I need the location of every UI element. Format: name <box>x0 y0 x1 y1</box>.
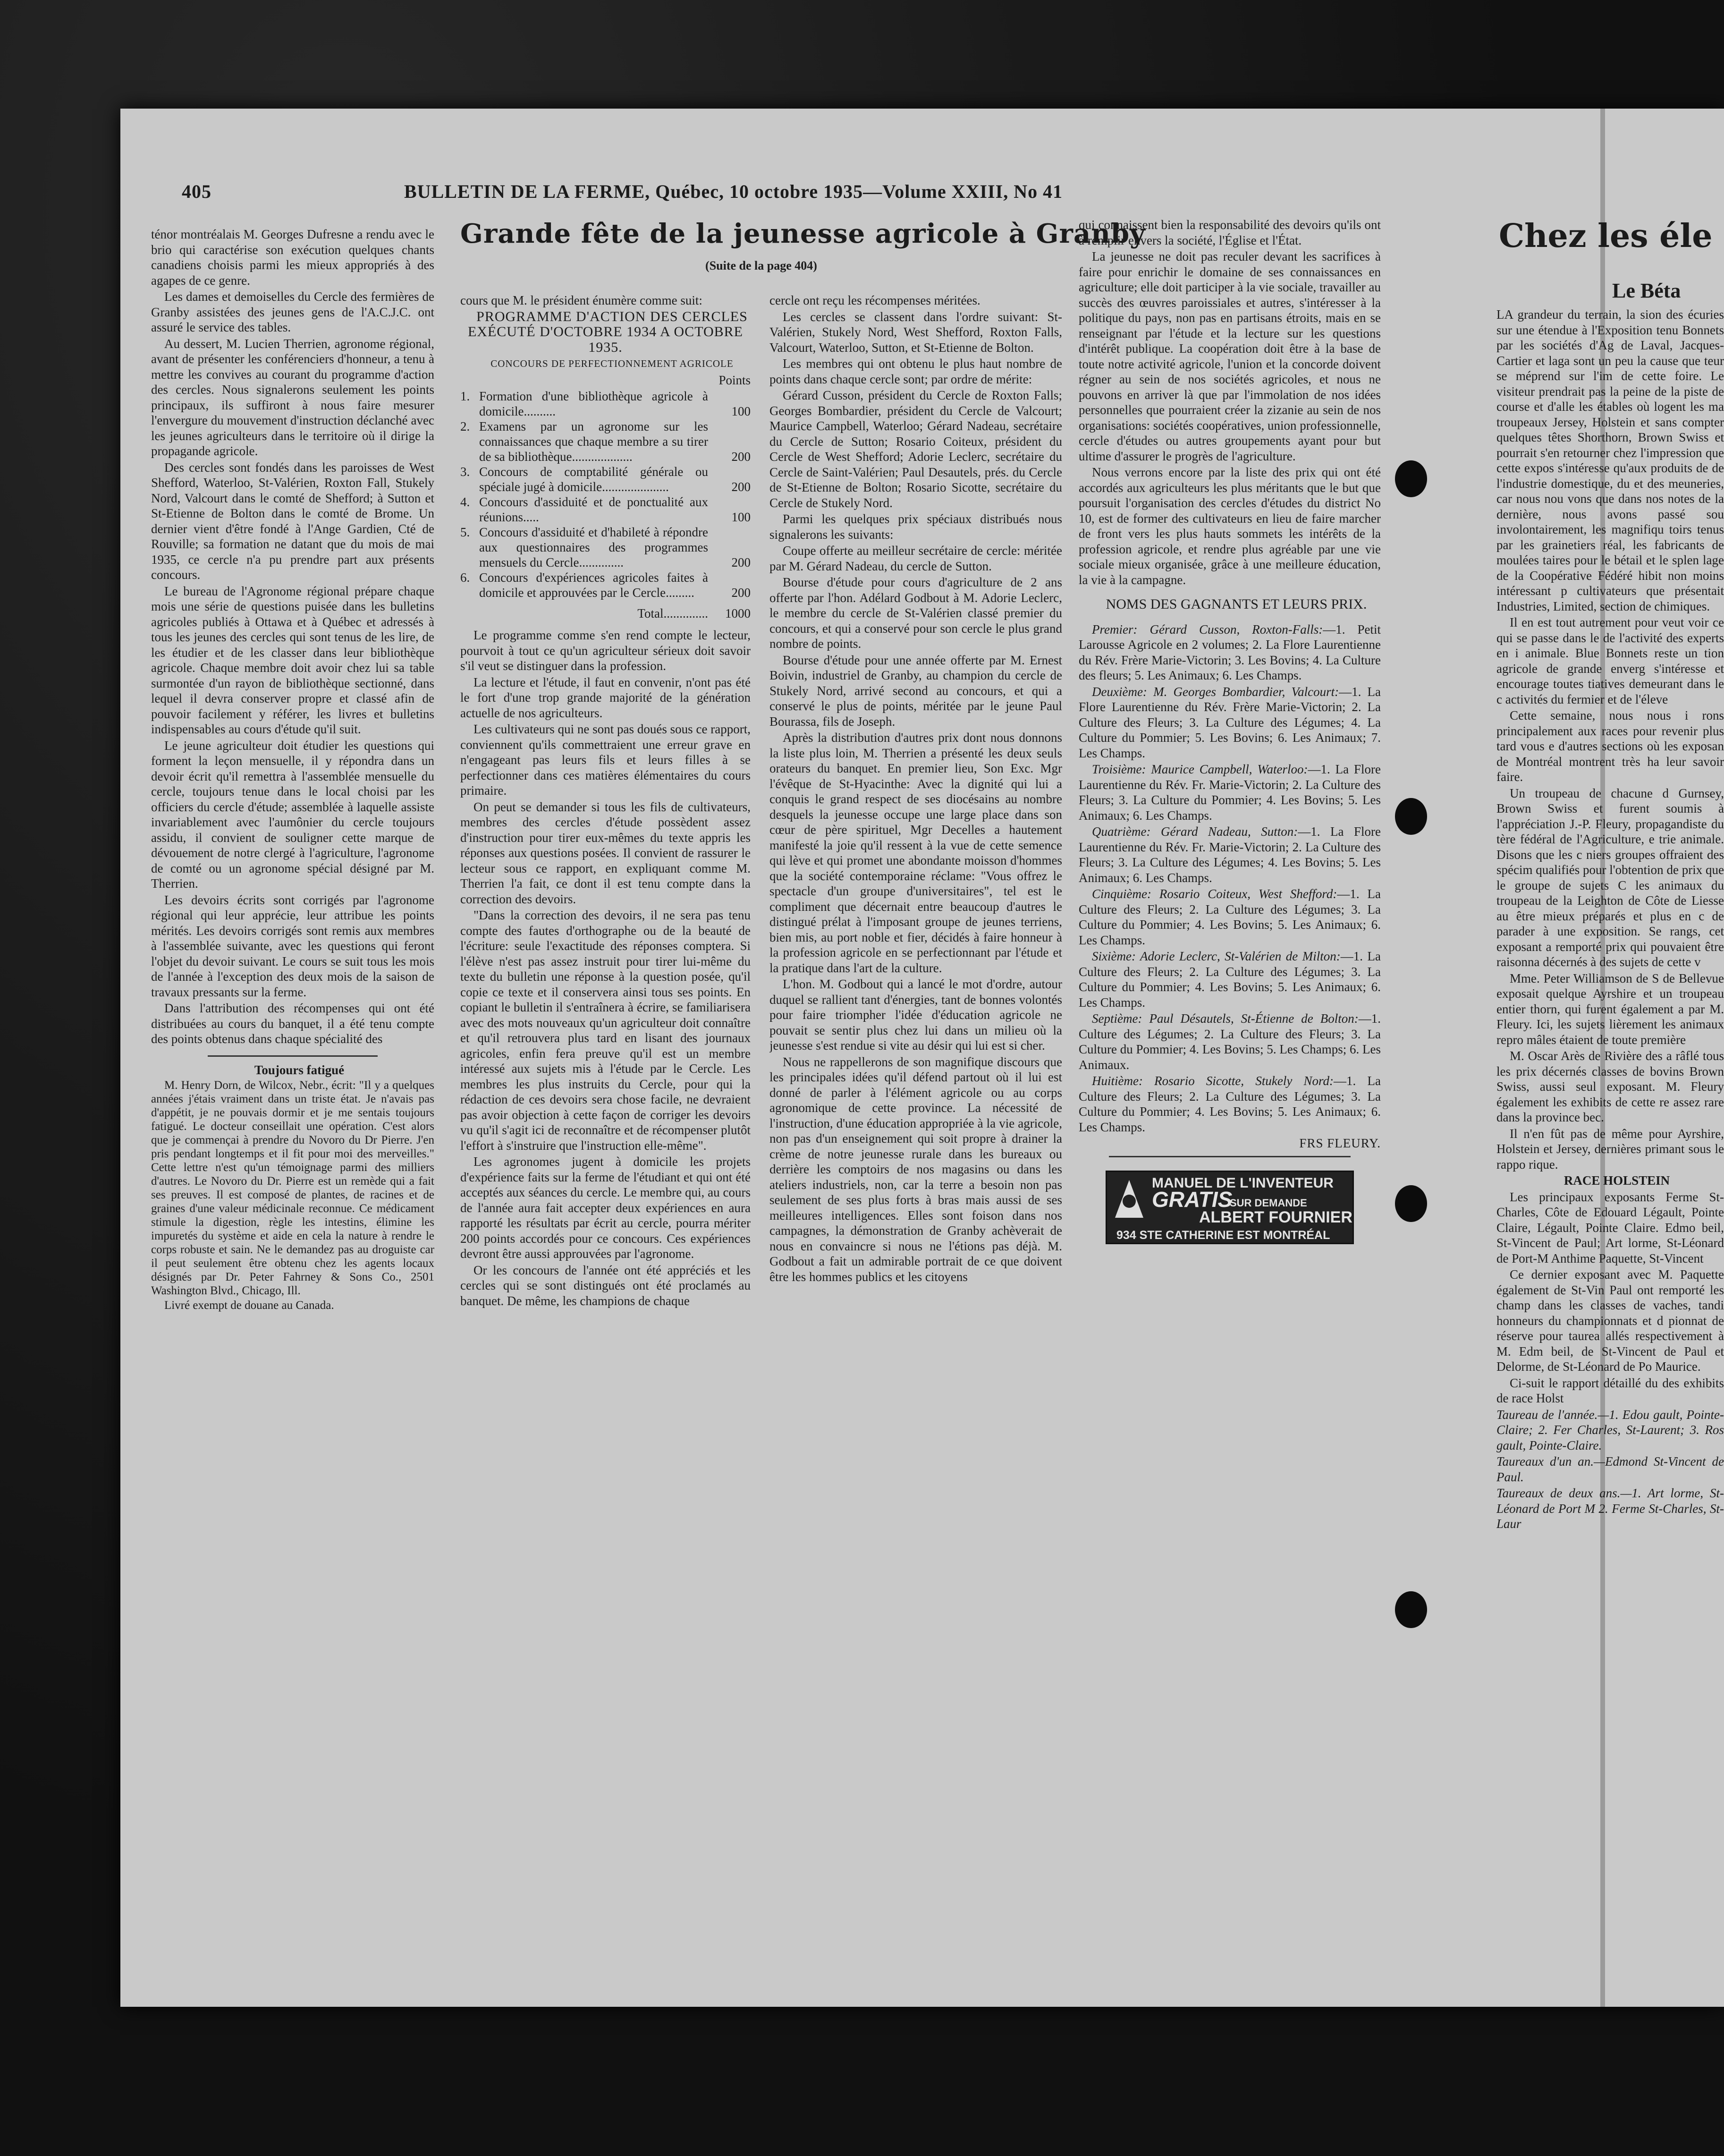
box-text: M. Henry Dorn, de Wilcox, Nebr., écrit: "Il y a quelques années j'étais vraiment dans un triste état. Je n'avais pas d'appétit, je ne pouvais dormir et je me sentais toujours fatigué. Le docteur conseillait une opération. C'est alors que je commençai à prendre du Novoro du Dr Pierre. J'en pris pendant longtemps et il fit pour moi des merveilles." Cette lettre n'est qu'un témoignage parmi des milliers d'autres. Le Novoro du Dr. Pierre est un remède qui a fait ses preuves. Il est composé de plantes, de racines et de graines d'une valeur médicinale reconnue. Ce médicament stimule la digestion, règle les intestins, élimine les impuretés du système et aide en cela la nature à rendre le corps robuste et sain. Ne le demandez pas au droguiste car il peut seulement être obtenu chez les agents locaux désignés par Dr. Peter Fahrney & Sons Co., 2501 Washington Blvd., Chicago, Ill. <box>151 1079 434 1297</box>
paragraph: ténor montréalais M. Georges Dufresne a rendu avec le brio qui caractérise son exécution quelques chants canadiens choisis parmi les mieux appropriés à des agapes de ce genre. <box>151 227 434 288</box>
paragraph: Après la distribution d'autres prix dont nous donnons la liste plus loin, M. Therrien a présenté les deux seuls orateurs du banquet. En premier lieu, Son Exc. Mgr l'évêque de St-Hyacinthe: Avec la dignité qui lui a conquis le grand respect de ses diocésains au nombre desquels la jeunesse occupe une large place dans son cœur de père spirituel, Mgr Decelles a hautement manifesté la joie qu'il ressent à la vue de cette semence qui lève et qui promet une abondante moisson d'hommes que la société contemporaine réclame: "Vous offrez le spectacle d'un groupe d'universitaires", tel est le compliment que décernait entre beaucoup d'autres le distingué prélat à l'imposant groupe de jeunes terriens, bien mis, au port noble et fier, décidés à faire honneur à la profession agricole en se perfectionnant par l'étude et la pratique dans l'art de la culture. <box>769 730 1062 975</box>
item-points: 100 <box>731 404 751 418</box>
paragraph: Les cultivateurs qui ne sont pas doués sous ce rapport, conviennent qu'ils commettraient une erreur grave en n'engageant pas leurs fils et leurs filles à se perfectionner dans ces matières élémentaires du cours primaire. <box>460 722 751 798</box>
right-page-subtitle: Le Béta <box>1612 279 1681 302</box>
paragraph: Bourse d'étude pour cours d'agriculture de 2 ans offerte par l'hon. Adélard Godbout à M. Adorie Leclerc, le membre du cercle de St-Valérien classé premier du concours, et qui a conservé pour son cercle le plus grand nombre de points. <box>769 575 1062 651</box>
column-4 <box>1079 217 1381 1945</box>
program-title: PROGRAMME D'ACTION DES CERCLES EXÉCUTÉ D'OCTOBRE 1934 A OCTOBRE 1935. <box>467 308 748 355</box>
paragraph: qui connaissent bien la responsabilité des devoirs qu'ils ont à remplir envers la société, l'Église et l'État. <box>1079 218 1381 247</box>
winner-prizes: —1. La Flore Laurentienne du Rév. Fr. Marie-Victorin; 2. La Culture des Fleurs; 3. La Culture du Pommier; 4. Les Bovins; 5. Les Animaux; 6. Les Champs. <box>1079 762 1381 823</box>
paragraph: Des cercles sont fondés dans les paroisses de West Shefford, Waterloo, St-Valérien, Roxton Fall, Stukely Nord, Valcourt dans le comté de Shefford; à Sutton et St-Etienne de Bolton dans le comté de Brome. Un dernier vient d'être fondé à l'Ange Gardien, Cté de Rouville; sa formation ne datant que du mois de mai 1935, ce cercle n'a pu prendre part aux présents concours. <box>151 460 434 582</box>
race-title: RACE HOLSTEIN <box>1563 1173 1670 1188</box>
item-text: Concours de comptabilité générale ou spéciale jugé à domicile..................... <box>479 465 708 494</box>
winner-prizes: —1. Petit Larousse Agricole en 2 volumes; 2. La Flore Laurentienne du Rév. Frère Marie-Victorin; 3. Les Bovins; 4. La Culture des fleurs; 5. Les Animaux; 6. Les Champs. <box>1079 622 1381 682</box>
paragraph: Or les concours de l'année ont été appréciés et les cercles qui se sont distingués ont été proclamés au banquet. De même, les champions de chaque <box>460 1263 751 1308</box>
paragraph: Dans l'attribution des récompenses qui ont été distribuées au cours du banquet, il a été tenu compte des points obtenus dans chaque spécialité des <box>151 1001 434 1046</box>
paragraph: Le programme comme s'en rend compte le lecteur, pourvoit à tout ce qu'un agriculteur sérieux doit savoir s'il veut se distinguer dans la profession. <box>460 628 751 673</box>
box-title: Toujours fatigué <box>254 1062 345 1077</box>
item-number: 1. <box>460 389 470 403</box>
winners-title: NOMS DES GAGNANTS ET LEURS PRIX. <box>1106 596 1367 612</box>
paragraph: Un troupeau de chacune d Gurnsey, Brown Swiss et furent soumis à l'appréciation J.-P. Fleury, propagandiste du tère fédéral de l'Agriculture, e trie animale. Disons que les c niers groupes offraient des spécim qualifiés pour l'obtention de prix que le groupe de sujets C les animaux du troupeau de la Leighton de Côte de Liesse au être mieux préparés et plus en c de parader à une exposition. Se rangs, cet exposant a remporté prix qui pouvaient être raisonna décernés à des sujets de cette v <box>1496 786 1724 969</box>
paragraph: Le jeune agriculteur doit étudier les questions qui forment la leçon mensuelle, il y répondra dans un devoir écrit qu'il remettra à l'assemblée mensuelle du cercle, toujours tenue dans le local choisi par les officiers du cercle d'étude; assemblée à laquelle assiste invariablement avec l'aumônier du cercle toujours assidu, il convient de souligner cette marque de dévouement de notre clergé à l'agriculture, l'agronome de comté ou un agronome spécial désigné par M. Therrien. <box>151 738 434 891</box>
article-title: Grande fête de la jeunesse agricole à Granby <box>460 218 1146 249</box>
winner-entry <box>1079 1011 1381 1072</box>
points-table <box>460 389 751 621</box>
box-note: Livré exempt de douane au Canada. <box>164 1299 334 1312</box>
item-text: Concours d'expériences agricoles faites à domicile et approuvées par le Cercle......... <box>479 570 708 600</box>
item-number: 3. <box>460 465 470 479</box>
column-5 <box>1496 307 1724 1945</box>
paragraph: Au dessert, M. Lucien Therrien, agronome régional, avant de présenter les conférenciers d'honneur, a tenu à mettre les convives au courant du programme d'action des cercles. Nous signalerons seulement les points principaux, ils suffiront à nous faire mesurer l'envergure du mouvement d'instruction déclanché avec les jeunes agriculteurs dans le territoire où il dirige la propagande agricole. <box>151 336 434 458</box>
signature: FRS FLEURY. <box>1299 1136 1381 1150</box>
points-label: Points <box>718 373 751 387</box>
paragraph: Bourse d'étude pour une année offerte par M. Ernest Boivin, industriel de Granby, au champion du cercle de Stukely Nord, arrivé second au concours, et qui a conservé le plus de points, méritée par le jeune Paul Bourassa, fils de Joseph. <box>769 653 1062 729</box>
table-row-total <box>460 600 751 621</box>
paragraph: Coupe offerte au meilleur secrétaire de cercle: méritée par M. Gérard Nadeau, du cercle de Sutton. <box>769 543 1062 573</box>
winner-prizes: —1. Culture des Légumes; 2. La Culture des Fleurs; 3. La Culture du Pommier; 4. Les Bovins; 5. Les Champs; 6. Les Animaux. <box>1079 1011 1381 1072</box>
ad-line-5: 934 STE CATHERINE EST MONTRÉAL <box>1116 1228 1330 1242</box>
total-label: Total.............. <box>637 606 708 620</box>
divider <box>208 1055 378 1057</box>
award-entry: Taureaux d'un an.—Edmond St-Vincent de Paul. <box>1496 1454 1724 1484</box>
table-row <box>460 494 751 525</box>
paragraph: Cette semaine, nous nous i rons principalement aux races pour revenir plus tard vous e d'autres sections où les exposan de Montréal montrent très ha leur savoir faire. <box>1496 708 1724 784</box>
ad-line-3: SUR DEMANDE <box>1230 1197 1307 1209</box>
winner-prizes: —1. La Flore Laurentienne du Rév. Frère Marie-Victorin; 2. La Culture des Fleurs; 3. La Culture des Légumes; 4. La Culture du Pommier; 5. Les Bovins; 6. Les Animaux; 7. Les Champs. <box>1079 684 1381 760</box>
table-row <box>460 570 751 600</box>
item-text: Examens par un agronome sur les connaissances que chaque membre a su tirer de sa bibliothèque................... <box>479 419 708 464</box>
winner-rank: Septième: Paul Désautels, St-Étienne de Bolton: <box>1092 1011 1359 1026</box>
binder-hole <box>1395 460 1427 497</box>
binder-hole <box>1395 1591 1427 1628</box>
winner-rank: Deuxième: M. Georges Bombardier, Valcourt: <box>1092 684 1339 699</box>
winner-entry <box>1079 684 1381 761</box>
winner-rank: Sixième: Adorie Leclerc, St-Valérien de Milton: <box>1092 949 1341 963</box>
item-number: 2. <box>460 419 470 433</box>
running-title: BULLETIN DE LA FERME, Québec, 10 octobre 1935—Volume XXIII, No 41 <box>404 181 1063 202</box>
paragraph: M. Oscar Arès de Rivière des a râflé tous les prix décernés classes de bovins Brown Swiss, aussi seul exposant. M. Fleury également les exhibits de cette re assez rare dans la province bec. <box>1496 1049 1724 1124</box>
paragraph: La jeunesse ne doit pas reculer devant les sacrifices à faire pour enrichir le domaine de ses connaissances en agriculture; elle doit participer à la vie sociale, travailler au succès des œuvres paroissiales et autres, s'intéresser à la politique du pays, non pas en partisans étroits, mais en se renseignant par l'étude et la lecture sur les questions d'intérêt publique. La coopération doit être à la base de toute notre activité agricole, l'union et la concorde doivent régner au sein de nos sociétés agricoles, et nous ne pouvons en arriver là que par l'immolation de nos idées personnelles que pourraient créer la zizanie au sein de nos organisations: sociétés coopératives, union professionnelle, cercle d'études ou autres groupements ayant pour but ultime d'assurer le progrès de l'agriculture. <box>1079 249 1381 463</box>
paragraph: cercle ont reçu les récompenses méritées. <box>769 293 980 307</box>
winner-prizes: —1. La Culture des Fleurs; 2. La Culture des Légumes; 3. La Culture du Pommier; 4. Les Bovins; 5. Les Animaux; 6. Les Champs. <box>1079 887 1381 947</box>
paragraph: L'hon. M. Godbout qui a lancé le mot d'ordre, autour duquel se rallient tant d'énergies, tant de bonnes volontés pour faire triompher l'idée d'éducation agricole ne pouvait se sentir plus chez lui dans un milieu où la jeunesse s'est rendue si vite au désir qui lui est si cher. <box>769 977 1062 1053</box>
paragraph: La lecture et l'étude, il faut en convenir, n'ont pas été le fort d'une trop grande majorité de la génération actuelle de nos agriculteurs. <box>460 675 751 720</box>
article-continued: (Suite de la page 404) <box>705 259 817 272</box>
winner-prizes: —1. La Flore Laurentienne du Rév. Fr. Marie-Victorin; 2. La Culture des Fleurs; 3. La Culture des Légumes; 4. Les Bovins; 5. Les Animaux; 6. Les Champs. <box>1079 824 1381 885</box>
running-header <box>182 180 1433 203</box>
paragraph: LA grandeur du terrain, la sion des écuries sur une étendue à l'Exposition tenu Bonnets par les sociétés d'Ag de Laval, Jacques-Cartier et laga sont un peu la cause que teur se méprend sur l'im de cette foire. Le visiteur prendrait pas la peine de la piste de course et d'alle les étables où logent les ma troupeaux Jersey, Holstein et sans compter quelques têtes Shorthorn, Brown Swiss et pourrait s'en retourner chez l'impression que cette expos s'intéresse qu'aux produits de de l'industrie domestique, du et des meuneries, car nous nou vons que dans nos notes de la dernière, nous avons passé sou involontairement, les magnifiqu toirs tenus par les grainetiers réal, les fabricants de moulées taires pour le bétail et le splen lage de la Coopérative Fédéré hibit non moins intéressant p cultivateurs que présentait Industries, Limited, section de chimiques. <box>1496 307 1724 613</box>
paragraph: Nous verrons encore par la liste des prix qui ont été accordés aux agriculteurs les plus méritants que le but que poursuit l'organisation des cercles d'études du district No 10, est de former des cultivateurs en lieu de faire marcher de front vers les plus hauts sommets les intérêts de la profession agricole, et rendre plus agréable par une vie sociale mieux organisée, grâce à une meilleure éducation, la vie à la campagne. <box>1079 465 1381 587</box>
winner-rank: Quatrième: Gérard Nadeau, Sutton: <box>1092 824 1298 839</box>
paragraph: Les cercles se classent dans l'ordre suivant: St-Valérien, Stukely Nord, West Shefford, Roxton Falls, Valcourt, Waterloo, Sutton, et St-Etienne de Bolton. <box>769 309 1062 355</box>
paragraph: Parmi les quelques prix spéciaux distribués nous signalerons les suivants: <box>769 512 1062 542</box>
paragraph: Il n'en fût pas de même pour Ayrshire, Holstein et Jersey, dernières primant sous le rappo rique. <box>1496 1126 1724 1171</box>
paragraph: Les principaux exposants Ferme St-Charles, Côte de Edouard Légault, Pointe Claire, Légault, Pointe Claire. Edmo beil, St-Vincent de Paul; Art lorme, St-Léonard de Port-M Anthime Paquette, St-Vincent <box>1496 1189 1724 1265</box>
item-number: 5. <box>460 525 470 539</box>
column-2 <box>460 293 751 1936</box>
paragraph: On peut se demander si tous les fils de cultivateurs, membres des cercles d'étude possèdent assez d'instruction pour tirer eux-mêmes du texte appris les réponses aux questions posées. Il convient de rassurer le lecteur sous ce rapport, en expliquant comme M. Therrien l'a fait, ce dont il est tenu compte dans la correction des devoirs. <box>460 799 751 906</box>
paragraph: Ce dernier exposant avec M. Paquette également de St-Vin Paul ont remporté les champ dans les classes de vaches, tandi honneurs du championnats et d pionnat de réserve pour taurea allés respectivement à M. Edm beil, de St-Vincent de Paul et Delorme, de St-Léonard de Po Maurice. <box>1496 1267 1724 1374</box>
paragraph: Les dames et demoiselles du Cercle des fermières de Granby assistées des jeunes gens de l'A.C.J.C. ont assuré le service des tables. <box>151 289 434 334</box>
item-text: Concours d'assiduité et d'habileté à répondre aux questionnaires des programmes mensuels du Cercle.............. <box>479 525 708 569</box>
table-row <box>460 464 751 494</box>
paragraph: Les devoirs écrits sont corrigés par l'agronome régional qui leur apprécie, leur attribue les points mérités. Les devoirs corrigés sont remis aux membres à l'assemblée suivante, avec les questions qui feront l'objet du devoir suivant. Le cours se suit tous les mois de l'année à l'exception des deux mois de la saison de travaux pressants sur la ferme. <box>151 892 434 999</box>
winner-entry <box>1079 1073 1381 1135</box>
paragraph: cours que M. le président énumère comme suit: <box>460 293 702 307</box>
item-points: 100 <box>731 510 751 524</box>
column-3 <box>769 293 1062 1936</box>
divider <box>1109 1156 1351 1157</box>
item-points: 200 <box>731 480 751 494</box>
right-page-title: Chez les éle <box>1499 217 1713 255</box>
contest-title: CONCOURS DE PERFECTIONNEMENT AGRICOLE <box>490 358 734 369</box>
ad-line-4: ALBERT FOURNIER <box>1199 1208 1352 1226</box>
column-1 <box>151 227 434 1936</box>
item-number: 4. <box>460 495 470 509</box>
paragraph: Gérard Cusson, président du Cercle de Roxton Falls; Georges Bombardier, président du Cercle de Valcourt; Maurice Campbell, Waterloo; Gérard Nadeau, secrétaire du Cercle de Sutton; Rosario Coiteux, président du Cercle de West Shefford; Adorie Leclerc, secrétaire du Cercle de Saint-Valérien; Paul Desautels, prés. du Cercle de St-Etienne de Bolton; Rosario Sicotte, secrétaire du Cercle de Stukely Nord. <box>769 388 1062 510</box>
paragraph: Il en est tout autrement pour veut voir ce qui se passe dans le de l'activité des experts en i animale. Blue Bonnets reste un tion agricole de grande enverg s'intéresse et encourage toutes tiatives demeurant dans le c activités du fermier et de l'éleve <box>1496 615 1724 706</box>
winner-rank: Cinquième: Rosario Coiteux, West Shefford: <box>1092 887 1337 901</box>
paragraph: Les agronomes jugent à domicile les projets d'expérience faits sur la ferme de l'étudiant et qui ont été acceptés aux séances du cercle. Le membre qui, au cours de l'année aura fait accepter deux expériences en aura rapporté les résultats par écrit au cercle, pourra mériter 200 points accordés pour ce concours. Ces expériences devront être aussi approuvées par l'agronome. <box>460 1154 751 1261</box>
winner-entry <box>1079 824 1381 885</box>
item-points: 200 <box>731 555 751 569</box>
ad-line-1: MANUEL DE L'INVENTEUR <box>1152 1175 1334 1191</box>
binder-hole <box>1395 798 1427 835</box>
ad-line-2: GRATIS <box>1152 1187 1233 1212</box>
winner-rank: Troisième: Maurice Campbell, Waterloo: <box>1092 762 1308 776</box>
winner-prizes: —1. La Culture des Fleurs; 2. La Culture des Légumes; 3. La Culture du Pommier; 4. Les Bovins; 5. Les Animaux; 6. Les Champs. <box>1079 949 1381 1010</box>
paragraph: Mme. Peter Williamson de S de Bellevue exposait quelque Ayrshire et un troupeau entier thorn, qui furent également a par M. Fleury. Ici, les sujets lièrement les animaux repro mâles étaient de toute première <box>1496 971 1724 1047</box>
item-points: 200 <box>731 586 751 600</box>
item-number: 6. <box>460 570 470 585</box>
inventor-advertisement <box>1106 1171 1354 1244</box>
paragraph: Ci-suit le rapport détaillé du des exhibits de race Holst <box>1496 1375 1724 1405</box>
item-text: Formation d'une bibliothèque agricole à domicile.......... <box>479 389 708 418</box>
winner-entry <box>1079 949 1381 1010</box>
winner-rank: Premier: Gérard Cusson, Roxton-Falls: <box>1092 622 1323 637</box>
item-text: Concours d'assiduité et de ponctualité aux réunions..... <box>479 495 708 524</box>
paragraph: Les membres qui ont obtenu le plus haut nombre de points dans chaque cercle sont; par ordre de mérite: <box>769 357 1062 386</box>
winner-entry <box>1079 762 1381 823</box>
table-row <box>460 419 751 464</box>
winner-entry <box>1079 622 1381 683</box>
page-number: 405 <box>182 181 211 202</box>
winner-prizes: —1. La Culture des Fleurs; 2. La Culture des Légumes; 3. La Culture du Pommier; 4. Les Bovins; 5. Les Animaux; 6. Les Champs. <box>1079 1074 1381 1134</box>
winner-rank: Huitième: Rosario Sicotte, Stukely Nord: <box>1092 1074 1334 1088</box>
inventor-logo-icon <box>1113 1178 1146 1220</box>
item-points: 200 <box>731 450 751 464</box>
table-row <box>460 389 751 419</box>
total-value: 1000 <box>725 606 751 620</box>
award-entry: Taureau de l'année.—1. Edou gault, Pointe-Claire; 2. Fer Charles, St-Laurent; 3. Ros gault, Pointe-Claire. <box>1496 1407 1724 1452</box>
newspaper-page <box>120 109 1724 2007</box>
paragraph: "Dans la correction des devoirs, il ne sera pas tenu compte des fautes d'orthographe ou de la beauté de l'écriture: seule l'exactitude des réponses comptera. Si l'élève n'est pas assez instruit pour tirer lui-même du texte du bulletin une réponse à la question posée, qu'il copie ce texte et il conservera ainsi tous ses points. En copiant le bulletin il s'entraînera à écrire, se familiarisera avec des mots nouveaux qu'un agriculteur doit connaître et qu'il retrouvera plus tard en lisant des journaux agricoles, enfin fera preuve qu'il est un membre intéressé aux sujets mis à l'étude par le Cercle. Les membres les plus instruits du Cercle, pour qui la rédaction de ces devoirs sera chose facile, ne devraient pas avoir objection à cette façon de corriger les devoirs vu qu'il s'agit ici de reconnaître et de récompenser plutôt l'effort à s'instruire que l'instruction elle-même". <box>460 908 751 1153</box>
winner-entry <box>1079 886 1381 948</box>
paragraph: Nous ne rappellerons de son magnifique discours que les principales idées qu'il défend partout où il lui est donné de parler à l'élément agricole ou au corps agronomique de cette province. La nécessité de l'instruction, d'une éducation appropriée à la vie agricole, non pas d'un enseignement qui soit propre à drainer la crème de notre jeunesse rurale dans les bureaux ou derrière les comptoirs de nos magasins ou dans les ateliers industriels, non, car la terre a besoin non pas seulement de ses plus forts à bras mais aussi de ses meilleures intelligences. Elles sont foison dans nos campagnes, la démonstration de Granby achèverait de nous en convaincre si nous ne l'étions pas déjà. M. Godbout a fait un admirable portrait de ce que doivent être les hommes publics et les citoyens <box>769 1054 1062 1284</box>
paragraph: Le bureau de l'Agronome régional prépare chaque mois une série de questions puisée dans les bulletins agricoles publiés à Ottawa et à Québec et adressés à tous les jeunes des cercles qui sont tenus de les lire, de les étudier et de les classer dans leur bibliothèque agricole. Chaque membre doit avoir chez lui sa table surmontée d'un rayon de bibliothèque sectionné, dans lequel il devra conserver propre et classé afin de pouvoir facilement y référer, les livres et bulletins indispensables au cours d'étude qu'il suit. <box>151 584 434 736</box>
award-entry: Taureaux de deux ans.—1. Art lorme, St-Léonard de Port M 2. Ferme St-Charles, St-Laur <box>1496 1486 1724 1531</box>
table-row <box>460 525 751 570</box>
binder-hole <box>1395 1185 1427 1222</box>
